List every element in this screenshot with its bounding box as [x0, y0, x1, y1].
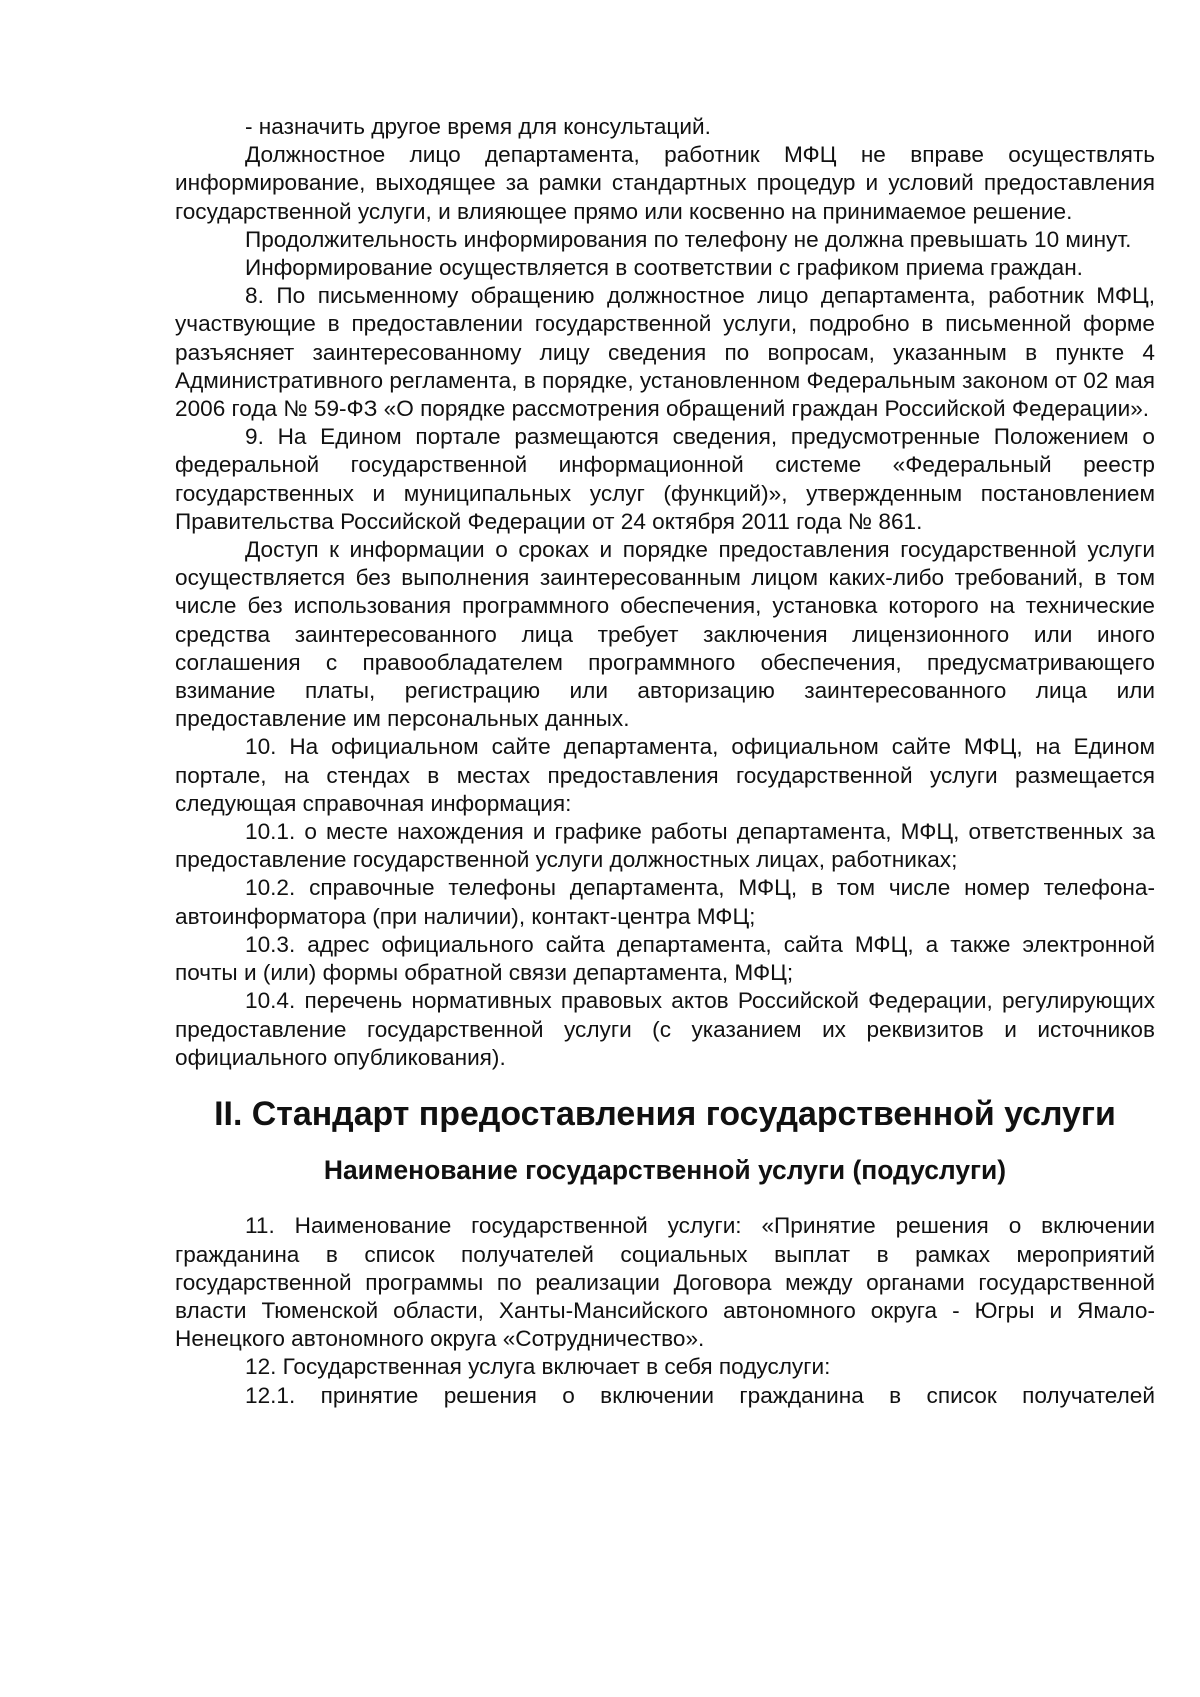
paragraph-item-10: 10. На официальном сайте департамента, официальном сайте МФЦ, на Едином портале, на стендах в местах предоставления государственной услуги размещается следующая справочная информация:: [175, 734, 1155, 816]
paragraph-item-11: 11. Наименование государственной услуги: «Принятие решения о включении гражданина в список получателей социальных выплат в рамках мероприятий государственной программы по реализации Договора между органами государственной власти Тюменской области, Ханты-Мансийского автономного округа - Югры и Ямало-Ненецкого автономного округа «Сотрудничество».: [175, 1213, 1155, 1352]
paragraph-access: Доступ к информации о сроках и порядке предоставления государственной услуги осуществляется без выполнения заинтересованным лицом каких-либо требований, в том числе без использования программного обеспечения, установка которого на технические средства заинтересованного лица требует заключения лицензионного или иного соглашения с правообладателем программного обеспечения, предусматривающего взимание платы, регистрацию или авторизацию заинтересованного лица или предоставление им персональных данных.: [175, 537, 1155, 732]
document-page: [175, 113, 1155, 1410]
paragraph-schedule: Информирование осуществляется в соответствии с графиком приема граждан.: [245, 255, 1083, 281]
paragraph-item-10-4: 10.4. перечень нормативных правовых актов Российской Федерации, регулирующих предоставление государственной услуги (с указанием их реквизитов и источников официального опубликования).: [175, 988, 1155, 1070]
subsection-heading: Наименование государственной услуги (подуслуги): [323, 1155, 1007, 1186]
section-heading: II. Стандарт предоставления государственной услуги: [214, 1094, 1116, 1133]
paragraph-official-restriction: Должностное лицо департамента, работник МФЦ не вправе осуществлять информирование, выходящее за рамки стандартных процедур и условий предоставления государственной услуги, и влияющее прямо или косвенно на принимаемое решение.: [175, 142, 1155, 224]
paragraph-item-8: 8. По письменному обращению должностное лицо департамента, работник МФЦ, участвующие в предоставлении государственной услуги, подробно в письменной форме разъясняет заинтересованному лицу сведения по вопросам, указанным в пункте 4 Административного регламента, в порядке, установленном Федеральным законом от 02 мая 2006 года № 59-ФЗ «О порядке рассмотрения обращений граждан Российской Федерации».: [175, 283, 1156, 422]
paragraph-item-10-2: 10.2. справочные телефоны департамента, МФЦ, в том числе номер телефона-автоинформатора (при наличии), контакт-центра МФЦ;: [175, 875, 1155, 929]
paragraph-item-12: 12. Государственная услуга включает в себя подуслуги:: [245, 1354, 831, 1380]
paragraph-reschedule: - назначить другое время для консультаций.: [245, 114, 711, 139]
paragraph-item-10-3: 10.3. адрес официального сайта департамента, сайта МФЦ, а также электронной почты и (или) формы обратной связи департамента, МФЦ;: [175, 931, 1155, 986]
paragraph-phone-duration: Продолжительность информирования по телефону не должна превышать 10 минут.: [245, 226, 1132, 252]
paragraph-item-9: 9. На Едином портале размещаются сведения, предусмотренные Положением о федеральной государственной информационной системе «Федеральный реестр государственных и муниципальных услуг (функций)», утвержденным постановлением Правительства Российской Федерации от 24 октября 2011 года № 861.: [175, 424, 1155, 534]
paragraph-item-10-1: 10.1. о месте нахождения и графике работы департамента, МФЦ, ответственных за предоставление государственной услуги должностных лицах, работниках;: [175, 819, 1155, 873]
paragraph-item-12-1: 12.1. принятие решения о включении гражданина в список получателей: [245, 1382, 1155, 1408]
